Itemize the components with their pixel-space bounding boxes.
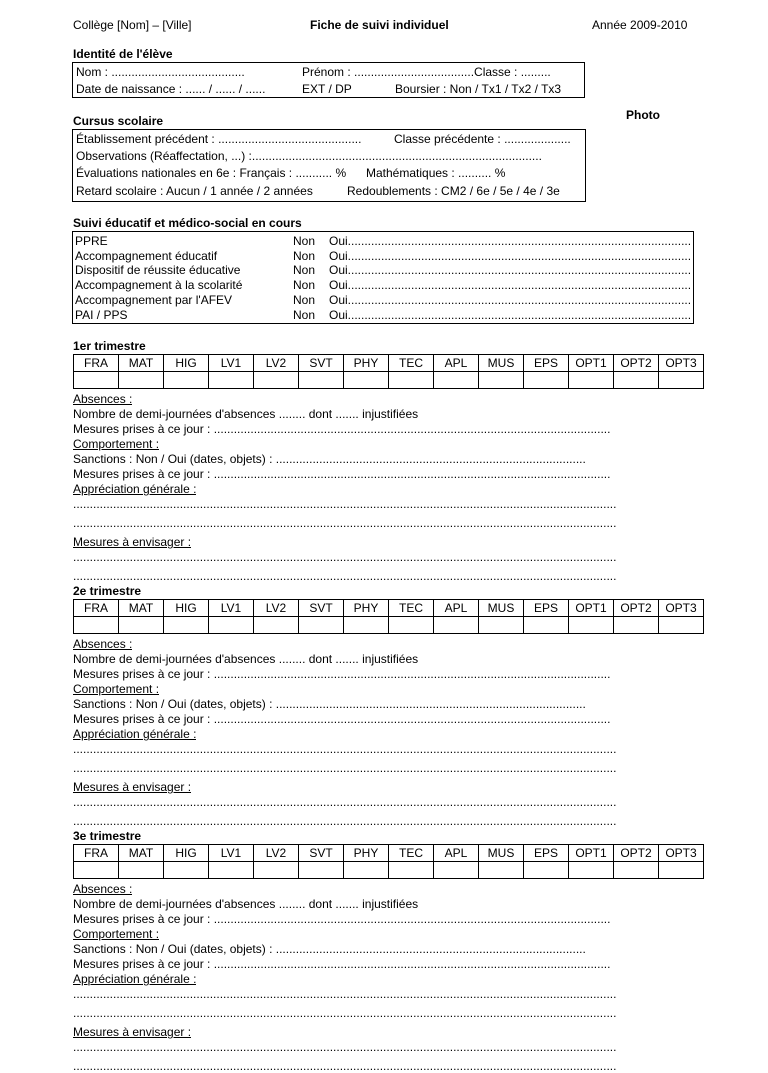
regime-field: EXT / DP xyxy=(302,82,352,96)
suivi-title: Suivi éducatif et médico-social en cours xyxy=(73,216,302,230)
trimester-title: 1er trimestre xyxy=(73,339,146,353)
suivi-row-label: Accompagnement par l'AFEV xyxy=(75,292,233,307)
dotted-line: ................................................................................................................................................................... xyxy=(73,987,617,1001)
grade-cell xyxy=(434,617,479,634)
subject-header: FRA xyxy=(74,600,119,617)
non-option: Non xyxy=(293,292,316,307)
subject-header: MAT xyxy=(119,845,164,862)
naissance-field: Date de naissance : ...... / ...... / ...... xyxy=(76,82,266,96)
subject-header: TEC xyxy=(389,600,434,617)
subject-header: OPT3 xyxy=(659,600,704,617)
retard-field: Retard scolaire : Aucun / 1 année / 2 années xyxy=(76,184,313,198)
subject-header: EPS xyxy=(524,845,569,862)
suivi-row xyxy=(75,249,693,263)
evaluations-field: Évaluations nationales en 6e : Français : ........... % xyxy=(76,166,347,180)
grade-cell xyxy=(164,862,209,879)
subjects-row xyxy=(74,355,704,372)
dotted-line: ................................................................................................................................................................... xyxy=(73,1040,617,1054)
subject-header: APL xyxy=(434,355,479,372)
oui-option: Oui....................................................................................................... xyxy=(329,248,692,263)
subject-header: HIG xyxy=(164,355,209,372)
dotted-line: ................................................................................................................................................................... xyxy=(73,761,617,775)
observations-field: Observations (Réaffectation, ...) :....................................................................................... xyxy=(76,149,542,163)
school-year: Année 2009-2010 xyxy=(592,18,688,32)
dotted-line: ................................................................................................................................................................... xyxy=(73,569,617,583)
grade-cell xyxy=(659,372,704,389)
grade-cell xyxy=(74,372,119,389)
subject-header: EPS xyxy=(524,355,569,372)
grade-cell xyxy=(344,862,389,879)
subject-header: TEC xyxy=(389,845,434,862)
non-option: Non xyxy=(293,278,316,293)
oui-option: Oui....................................................................................................... xyxy=(329,307,692,322)
appreciation-label: Appréciation générale : xyxy=(73,482,197,496)
grade-cell xyxy=(659,617,704,634)
grade-cell xyxy=(389,862,434,879)
envisager-label: Mesures à envisager : xyxy=(73,780,192,794)
subject-header: OPT1 xyxy=(569,600,614,617)
sanctions-line: Sanctions : Non / Oui (dates, objets) : ............................................................................................. xyxy=(73,452,586,466)
cursus-title: Cursus scolaire xyxy=(73,114,164,128)
identite-box xyxy=(72,62,585,98)
suivi-row xyxy=(75,263,693,277)
mesures-line: Mesures prises à ce jour : ....................................................................................................................... xyxy=(73,667,611,681)
subject-header: EPS xyxy=(524,600,569,617)
subject-header: OPT2 xyxy=(614,845,659,862)
suivi-row-label: PAI / PPS xyxy=(75,307,128,322)
redoublements-field: Redoublements : CM2 / 6e / 5e / 4e / 3e xyxy=(347,184,560,198)
sanctions-line: Sanctions : Non / Oui (dates, objets) : ............................................................................................. xyxy=(73,697,586,711)
dotted-line: ................................................................................................................................................................... xyxy=(73,1059,617,1073)
grades-row xyxy=(74,617,704,634)
absences-label: Absences : xyxy=(73,392,133,406)
mesures-line: Mesures prises à ce jour : ....................................................................................................................... xyxy=(73,957,611,971)
grade-cell xyxy=(209,617,254,634)
grade-cell xyxy=(119,372,164,389)
mesures-line: Mesures prises à ce jour : ....................................................................................................................... xyxy=(73,912,611,926)
identite-title: Identité de l'élève xyxy=(73,47,173,61)
subject-header: PHY xyxy=(344,845,389,862)
grade-cell xyxy=(299,372,344,389)
oui-option: Oui....................................................................................................... xyxy=(329,234,692,248)
subject-header: MUS xyxy=(479,600,524,617)
subjects-row xyxy=(74,845,704,862)
demi-journees-line: Nombre de demi-journées d'absences ........ dont ....... injustifiées xyxy=(73,897,419,911)
subject-header: TEC xyxy=(389,355,434,372)
subject-header: LV1 xyxy=(209,355,254,372)
grade-cell xyxy=(254,372,299,389)
subject-header: LV1 xyxy=(209,600,254,617)
subject-header: HIG xyxy=(164,600,209,617)
dotted-line: ................................................................................................................................................................... xyxy=(73,516,617,530)
cursus-box xyxy=(72,129,586,202)
grade-cell xyxy=(479,617,524,634)
grade-cell xyxy=(389,617,434,634)
absences-label: Absences : xyxy=(73,882,133,896)
grades-table xyxy=(73,599,704,634)
subject-header: APL xyxy=(434,845,479,862)
grade-cell xyxy=(119,862,164,879)
absences-label: Absences : xyxy=(73,637,133,651)
dotted-line: ................................................................................................................................................................... xyxy=(73,497,617,511)
suivi-row-label: PPRE xyxy=(75,234,108,248)
grades-row xyxy=(74,372,704,389)
dotted-line: ................................................................................................................................................................... xyxy=(73,795,617,809)
maths-field: Mathématiques : .......... % xyxy=(366,166,506,180)
grade-cell xyxy=(524,372,569,389)
grade-cell xyxy=(299,862,344,879)
grade-cell xyxy=(344,617,389,634)
oui-option: Oui....................................................................................................... xyxy=(329,278,692,293)
comportement-label: Comportement : xyxy=(73,437,160,451)
non-option: Non xyxy=(293,234,316,248)
nom-field: Nom : ........................................ xyxy=(76,65,245,79)
grade-cell xyxy=(164,372,209,389)
grade-cell xyxy=(659,862,704,879)
subject-header: SVT xyxy=(299,600,344,617)
grade-cell xyxy=(614,372,659,389)
grade-cell xyxy=(254,617,299,634)
subject-header: APL xyxy=(434,600,479,617)
classe-precedente-field: Classe précédente : .................... xyxy=(394,132,571,146)
subject-header: OPT2 xyxy=(614,600,659,617)
sanctions-line: Sanctions : Non / Oui (dates, objets) : ............................................................................................. xyxy=(73,942,586,956)
document-title: Fiche de suivi individuel xyxy=(310,18,449,32)
subject-header: LV2 xyxy=(254,600,299,617)
grade-cell xyxy=(569,372,614,389)
envisager-label: Mesures à envisager : xyxy=(73,1025,192,1039)
mesures-line: Mesures prises à ce jour : ....................................................................................................................... xyxy=(73,422,611,436)
boursier-field: Boursier : Non / Tx1 / Tx2 / Tx3 xyxy=(395,82,562,96)
grade-cell xyxy=(74,617,119,634)
dotted-line: ................................................................................................................................................................... xyxy=(73,1006,617,1020)
grade-cell xyxy=(614,617,659,634)
subject-header: MUS xyxy=(479,355,524,372)
subject-header: OPT3 xyxy=(659,355,704,372)
grade-cell xyxy=(119,617,164,634)
dotted-line: ................................................................................................................................................................... xyxy=(73,742,617,756)
dotted-line: ................................................................................................................................................................... xyxy=(73,550,617,564)
grade-cell xyxy=(389,372,434,389)
subject-header: MAT xyxy=(119,600,164,617)
subject-header: HIG xyxy=(164,845,209,862)
trimester-title: 2e trimestre xyxy=(73,584,142,598)
grade-cell xyxy=(74,862,119,879)
grade-cell xyxy=(434,862,479,879)
grade-cell xyxy=(299,617,344,634)
subject-header: MAT xyxy=(119,355,164,372)
dotted-line: ................................................................................................................................................................... xyxy=(73,814,617,828)
appreciation-label: Appréciation générale : xyxy=(73,727,197,741)
envisager-label: Mesures à envisager : xyxy=(73,535,192,549)
etablissement-field: Établissement précédent : ........................................... xyxy=(76,132,362,146)
grade-cell xyxy=(524,862,569,879)
subject-header: PHY xyxy=(344,600,389,617)
suivi-row-label: Dispositif de réussite éducative xyxy=(75,263,241,278)
trimester-title: 3e trimestre xyxy=(73,829,142,843)
demi-journees-line: Nombre de demi-journées d'absences ........ dont ....... injustifiées xyxy=(73,407,419,421)
comportement-label: Comportement : xyxy=(73,927,160,941)
suivi-row xyxy=(75,234,693,248)
grade-cell xyxy=(569,617,614,634)
subject-header: SVT xyxy=(299,845,344,862)
grade-cell xyxy=(209,372,254,389)
grade-cell xyxy=(209,862,254,879)
college-name: Collège [Nom] – [Ville] xyxy=(73,18,192,32)
subject-header: OPT1 xyxy=(569,355,614,372)
suivi-row xyxy=(75,293,693,307)
suivi-row xyxy=(75,278,693,292)
comportement-label: Comportement : xyxy=(73,682,160,696)
grade-cell xyxy=(434,372,479,389)
subject-header: OPT1 xyxy=(569,845,614,862)
subject-header: SVT xyxy=(299,355,344,372)
non-option: Non xyxy=(293,263,316,278)
grades-row xyxy=(74,862,704,879)
subject-header: OPT3 xyxy=(659,845,704,862)
mesures-line: Mesures prises à ce jour : ....................................................................................................................... xyxy=(73,467,611,481)
subject-header: OPT2 xyxy=(614,355,659,372)
prenom-classe-field: Prénom : ....................................Classe : ......... xyxy=(302,65,551,79)
suivi-row xyxy=(75,308,693,322)
subject-header: FRA xyxy=(74,845,119,862)
suivi-row-label: Accompagnement éducatif xyxy=(75,248,218,263)
appreciation-label: Appréciation générale : xyxy=(73,972,197,986)
subject-header: FRA xyxy=(74,355,119,372)
non-option: Non xyxy=(293,307,316,322)
photo-label: Photo xyxy=(626,108,660,122)
grade-cell xyxy=(344,372,389,389)
grades-table xyxy=(73,354,704,389)
grade-cell xyxy=(479,862,524,879)
grade-cell xyxy=(164,617,209,634)
subject-header: PHY xyxy=(344,355,389,372)
mesures-line: Mesures prises à ce jour : ....................................................................................................................... xyxy=(73,712,611,726)
grade-cell xyxy=(524,617,569,634)
grades-table xyxy=(73,844,704,879)
grade-cell xyxy=(614,862,659,879)
suivi-row-label: Accompagnement à la scolarité xyxy=(75,278,243,293)
oui-option: Oui....................................................................................................... xyxy=(329,263,692,278)
demi-journees-line: Nombre de demi-journées d'absences ........ dont ....... injustifiées xyxy=(73,652,419,666)
subjects-row xyxy=(74,600,704,617)
grade-cell xyxy=(569,862,614,879)
subject-header: LV2 xyxy=(254,845,299,862)
grade-cell xyxy=(479,372,524,389)
subject-header: MUS xyxy=(479,845,524,862)
grade-cell xyxy=(254,862,299,879)
subject-header: LV1 xyxy=(209,845,254,862)
oui-option: Oui....................................................................................................... xyxy=(329,292,692,307)
non-option: Non xyxy=(293,248,316,263)
subject-header: LV2 xyxy=(254,355,299,372)
